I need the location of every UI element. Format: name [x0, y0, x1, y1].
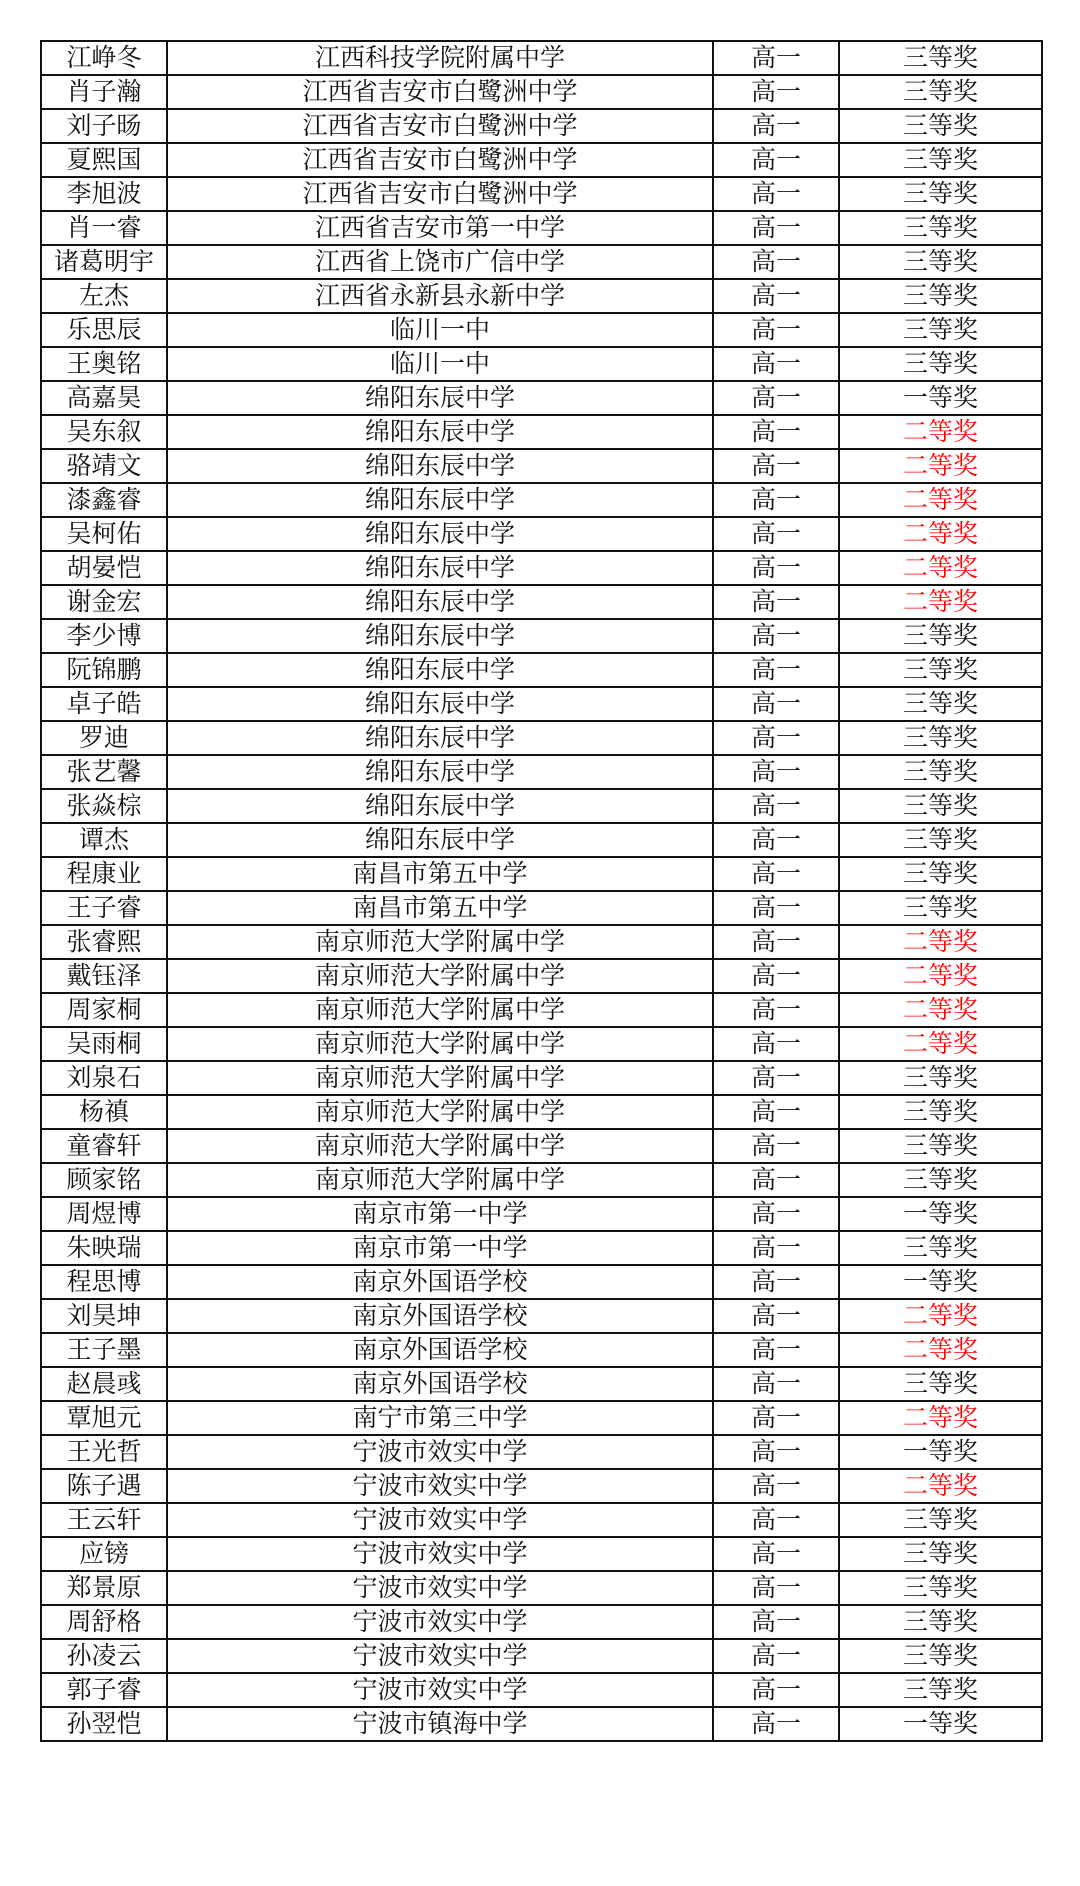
table-row — [41, 891, 1042, 925]
school-cell: 南京外国语学校 — [167, 1367, 713, 1401]
table-row — [41, 1163, 1042, 1197]
student-name-cell: 王奥铭 — [41, 347, 167, 381]
grade-cell: 高一 — [713, 1367, 839, 1401]
award-cell: 三等奖 — [839, 1061, 1042, 1095]
school-cell: 绵阳东辰中学 — [167, 619, 713, 653]
award-cell: 三等奖 — [839, 1503, 1042, 1537]
grade-cell: 高一 — [713, 483, 839, 517]
award-cell: 三等奖 — [839, 347, 1042, 381]
table-row — [41, 993, 1042, 1027]
student-name-cell: 王子睿 — [41, 891, 167, 925]
grade-cell: 高一 — [713, 1707, 839, 1741]
table-row — [41, 1571, 1042, 1605]
table-row — [41, 1469, 1042, 1503]
award-cell: 三等奖 — [839, 313, 1042, 347]
student-name-cell: 周家桐 — [41, 993, 167, 1027]
grade-cell: 高一 — [713, 925, 839, 959]
grade-cell: 高一 — [713, 1163, 839, 1197]
award-cell: 三等奖 — [839, 177, 1042, 211]
school-cell: 绵阳东辰中学 — [167, 755, 713, 789]
grade-cell: 高一 — [713, 1605, 839, 1639]
school-cell: 绵阳东辰中学 — [167, 551, 713, 585]
grade-cell: 高一 — [713, 891, 839, 925]
table-row — [41, 347, 1042, 381]
student-name-cell: 王云轩 — [41, 1503, 167, 1537]
award-cell: 三等奖 — [839, 687, 1042, 721]
award-cell: 三等奖 — [839, 279, 1042, 313]
student-name-cell: 程思博 — [41, 1265, 167, 1299]
award-cell: 三等奖 — [839, 1537, 1042, 1571]
grade-cell: 高一 — [713, 1129, 839, 1163]
award-cell: 二等奖 — [839, 959, 1042, 993]
table-row — [41, 1673, 1042, 1707]
school-cell: 南京师范大学附属中学 — [167, 925, 713, 959]
grade-cell: 高一 — [713, 1299, 839, 1333]
award-cell: 三等奖 — [839, 1605, 1042, 1639]
student-name-cell: 漆鑫睿 — [41, 483, 167, 517]
award-cell: 三等奖 — [839, 789, 1042, 823]
student-name-cell: 夏熙国 — [41, 143, 167, 177]
student-name-cell: 周煜博 — [41, 1197, 167, 1231]
school-cell: 南京师范大学附属中学 — [167, 1163, 713, 1197]
school-cell: 江西省吉安市白鹭洲中学 — [167, 177, 713, 211]
school-cell: 绵阳东辰中学 — [167, 517, 713, 551]
school-cell: 宁波市效实中学 — [167, 1571, 713, 1605]
award-cell: 二等奖 — [839, 551, 1042, 585]
student-name-cell: 高嘉昊 — [41, 381, 167, 415]
student-name-cell: 左杰 — [41, 279, 167, 313]
grade-cell: 高一 — [713, 517, 839, 551]
school-cell: 绵阳东辰中学 — [167, 687, 713, 721]
table-row — [41, 551, 1042, 585]
student-name-cell: 吴东叙 — [41, 415, 167, 449]
award-cell: 三等奖 — [839, 1163, 1042, 1197]
student-name-cell: 杨禛 — [41, 1095, 167, 1129]
school-cell: 宁波市镇海中学 — [167, 1707, 713, 1741]
student-name-cell: 覃旭元 — [41, 1401, 167, 1435]
school-cell: 绵阳东辰中学 — [167, 381, 713, 415]
table-row — [41, 1129, 1042, 1163]
table-row — [41, 857, 1042, 891]
grade-cell: 高一 — [713, 177, 839, 211]
grade-cell: 高一 — [713, 41, 839, 75]
school-cell: 江西科技学院附属中学 — [167, 41, 713, 75]
table-row — [41, 1231, 1042, 1265]
student-name-cell: 谭杰 — [41, 823, 167, 857]
school-cell: 宁波市效实中学 — [167, 1673, 713, 1707]
school-cell: 南京外国语学校 — [167, 1333, 713, 1367]
award-cell: 二等奖 — [839, 925, 1042, 959]
table-row — [41, 755, 1042, 789]
school-cell: 绵阳东辰中学 — [167, 483, 713, 517]
grade-cell: 高一 — [713, 449, 839, 483]
grade-cell: 高一 — [713, 1265, 839, 1299]
award-list-table — [40, 40, 1043, 1742]
grade-cell: 高一 — [713, 755, 839, 789]
grade-cell: 高一 — [713, 1231, 839, 1265]
student-name-cell: 李旭波 — [41, 177, 167, 211]
school-cell: 绵阳东辰中学 — [167, 823, 713, 857]
school-cell: 南昌市第五中学 — [167, 857, 713, 891]
table-row — [41, 415, 1042, 449]
table-row — [41, 449, 1042, 483]
student-name-cell: 郭子睿 — [41, 1673, 167, 1707]
award-cell: 三等奖 — [839, 755, 1042, 789]
school-cell: 宁波市效实中学 — [167, 1605, 713, 1639]
award-cell: 一等奖 — [839, 1197, 1042, 1231]
table-row — [41, 1435, 1042, 1469]
table-row — [41, 143, 1042, 177]
school-cell: 江西省吉安市白鹭洲中学 — [167, 143, 713, 177]
table-row — [41, 75, 1042, 109]
award-cell: 三等奖 — [839, 1367, 1042, 1401]
school-cell: 南京师范大学附属中学 — [167, 1129, 713, 1163]
table-row — [41, 925, 1042, 959]
student-name-cell: 吴柯佑 — [41, 517, 167, 551]
award-cell: 三等奖 — [839, 823, 1042, 857]
table-row — [41, 789, 1042, 823]
table-row — [41, 585, 1042, 619]
table-row — [41, 1503, 1042, 1537]
student-name-cell: 孙凌云 — [41, 1639, 167, 1673]
school-cell: 绵阳东辰中学 — [167, 415, 713, 449]
student-name-cell: 应镑 — [41, 1537, 167, 1571]
student-name-cell: 刘昊坤 — [41, 1299, 167, 1333]
award-cell: 三等奖 — [839, 891, 1042, 925]
award-cell: 二等奖 — [839, 1299, 1042, 1333]
award-cell: 二等奖 — [839, 517, 1042, 551]
award-cell: 三等奖 — [839, 41, 1042, 75]
grade-cell: 高一 — [713, 1401, 839, 1435]
award-cell: 三等奖 — [839, 857, 1042, 891]
table-row — [41, 381, 1042, 415]
table-row — [41, 823, 1042, 857]
grade-cell: 高一 — [713, 1503, 839, 1537]
school-cell: 宁波市效实中学 — [167, 1537, 713, 1571]
table-row — [41, 959, 1042, 993]
award-list-body — [41, 41, 1042, 1741]
grade-cell: 高一 — [713, 653, 839, 687]
award-cell: 三等奖 — [839, 1639, 1042, 1673]
student-name-cell: 肖子瀚 — [41, 75, 167, 109]
table-row — [41, 1265, 1042, 1299]
school-cell: 宁波市效实中学 — [167, 1503, 713, 1537]
table-row — [41, 1537, 1042, 1571]
table-row — [41, 483, 1042, 517]
student-name-cell: 张焱棕 — [41, 789, 167, 823]
grade-cell: 高一 — [713, 1435, 839, 1469]
student-name-cell: 周舒格 — [41, 1605, 167, 1639]
school-cell: 南宁市第三中学 — [167, 1401, 713, 1435]
school-cell: 绵阳东辰中学 — [167, 789, 713, 823]
award-cell: 三等奖 — [839, 1095, 1042, 1129]
grade-cell: 高一 — [713, 313, 839, 347]
award-cell: 三等奖 — [839, 1571, 1042, 1605]
grade-cell: 高一 — [713, 789, 839, 823]
grade-cell: 高一 — [713, 1639, 839, 1673]
grade-cell: 高一 — [713, 1469, 839, 1503]
grade-cell: 高一 — [713, 1537, 839, 1571]
award-cell: 三等奖 — [839, 143, 1042, 177]
table-row — [41, 1333, 1042, 1367]
student-name-cell: 肖一睿 — [41, 211, 167, 245]
award-cell: 三等奖 — [839, 653, 1042, 687]
table-row — [41, 1639, 1042, 1673]
student-name-cell: 卓子皓 — [41, 687, 167, 721]
grade-cell: 高一 — [713, 1571, 839, 1605]
table-row — [41, 177, 1042, 211]
school-cell: 南京师范大学附属中学 — [167, 1061, 713, 1095]
school-cell: 绵阳东辰中学 — [167, 585, 713, 619]
table-row — [41, 619, 1042, 653]
school-cell: 江西省吉安市白鹭洲中学 — [167, 109, 713, 143]
school-cell: 南京师范大学附属中学 — [167, 1095, 713, 1129]
award-cell: 二等奖 — [839, 993, 1042, 1027]
award-cell: 二等奖 — [839, 415, 1042, 449]
table-row — [41, 1027, 1042, 1061]
award-cell: 三等奖 — [839, 721, 1042, 755]
grade-cell: 高一 — [713, 551, 839, 585]
grade-cell: 高一 — [713, 347, 839, 381]
grade-cell: 高一 — [713, 1673, 839, 1707]
student-name-cell: 吴雨桐 — [41, 1027, 167, 1061]
table-row — [41, 1605, 1042, 1639]
award-cell: 三等奖 — [839, 245, 1042, 279]
school-cell: 江西省上饶市广信中学 — [167, 245, 713, 279]
grade-cell: 高一 — [713, 245, 839, 279]
award-cell: 三等奖 — [839, 109, 1042, 143]
school-cell: 南京外国语学校 — [167, 1299, 713, 1333]
student-name-cell: 童睿轩 — [41, 1129, 167, 1163]
student-name-cell: 谢金宏 — [41, 585, 167, 619]
award-cell: 二等奖 — [839, 1469, 1042, 1503]
student-name-cell: 张艺馨 — [41, 755, 167, 789]
school-cell: 临川一中 — [167, 313, 713, 347]
student-name-cell: 孙翌恺 — [41, 1707, 167, 1741]
table-row — [41, 653, 1042, 687]
grade-cell: 高一 — [713, 1197, 839, 1231]
table-row — [41, 1095, 1042, 1129]
grade-cell: 高一 — [713, 381, 839, 415]
school-cell: 临川一中 — [167, 347, 713, 381]
school-cell: 宁波市效实中学 — [167, 1435, 713, 1469]
school-cell: 江西省吉安市第一中学 — [167, 211, 713, 245]
grade-cell: 高一 — [713, 993, 839, 1027]
student-name-cell: 张睿熙 — [41, 925, 167, 959]
grade-cell: 高一 — [713, 1095, 839, 1129]
student-name-cell: 胡晏恺 — [41, 551, 167, 585]
grade-cell: 高一 — [713, 823, 839, 857]
school-cell: 绵阳东辰中学 — [167, 449, 713, 483]
grade-cell: 高一 — [713, 1027, 839, 1061]
award-cell: 三等奖 — [839, 1231, 1042, 1265]
school-cell: 南京师范大学附属中学 — [167, 1027, 713, 1061]
award-cell: 二等奖 — [839, 1333, 1042, 1367]
award-cell: 一等奖 — [839, 1265, 1042, 1299]
school-cell: 宁波市效实中学 — [167, 1639, 713, 1673]
table-row — [41, 687, 1042, 721]
award-cell: 二等奖 — [839, 585, 1042, 619]
grade-cell: 高一 — [713, 415, 839, 449]
award-cell: 三等奖 — [839, 1673, 1042, 1707]
school-cell: 江西省吉安市白鹭洲中学 — [167, 75, 713, 109]
table-row — [41, 245, 1042, 279]
grade-cell: 高一 — [713, 143, 839, 177]
grade-cell: 高一 — [713, 279, 839, 313]
grade-cell: 高一 — [713, 721, 839, 755]
school-cell: 江西省永新县永新中学 — [167, 279, 713, 313]
award-cell: 二等奖 — [839, 449, 1042, 483]
table-row — [41, 1367, 1042, 1401]
student-name-cell: 诸葛明宇 — [41, 245, 167, 279]
school-cell: 绵阳东辰中学 — [167, 653, 713, 687]
table-row — [41, 109, 1042, 143]
grade-cell: 高一 — [713, 585, 839, 619]
award-cell: 一等奖 — [839, 381, 1042, 415]
school-cell: 南昌市第五中学 — [167, 891, 713, 925]
student-name-cell: 刘泉石 — [41, 1061, 167, 1095]
school-cell: 宁波市效实中学 — [167, 1469, 713, 1503]
award-cell: 三等奖 — [839, 211, 1042, 245]
table-row — [41, 1707, 1042, 1741]
student-name-cell: 程康业 — [41, 857, 167, 891]
student-name-cell: 乐思辰 — [41, 313, 167, 347]
grade-cell: 高一 — [713, 75, 839, 109]
school-cell: 绵阳东辰中学 — [167, 721, 713, 755]
school-cell: 南京外国语学校 — [167, 1265, 713, 1299]
table-row — [41, 1401, 1042, 1435]
school-cell: 南京市第一中学 — [167, 1197, 713, 1231]
student-name-cell: 顾家铭 — [41, 1163, 167, 1197]
student-name-cell: 阮锦鹏 — [41, 653, 167, 687]
table-row — [41, 721, 1042, 755]
student-name-cell: 王子墨 — [41, 1333, 167, 1367]
award-cell: 一等奖 — [839, 1707, 1042, 1741]
table-row — [41, 279, 1042, 313]
student-name-cell: 刘子旸 — [41, 109, 167, 143]
school-cell: 南京市第一中学 — [167, 1231, 713, 1265]
grade-cell: 高一 — [713, 687, 839, 721]
table-row — [41, 1197, 1042, 1231]
student-name-cell: 陈子遇 — [41, 1469, 167, 1503]
student-name-cell: 朱映瑞 — [41, 1231, 167, 1265]
student-name-cell: 郑景原 — [41, 1571, 167, 1605]
table-row — [41, 313, 1042, 347]
school-cell: 南京师范大学附属中学 — [167, 993, 713, 1027]
award-cell: 二等奖 — [839, 1401, 1042, 1435]
grade-cell: 高一 — [713, 109, 839, 143]
award-cell: 二等奖 — [839, 483, 1042, 517]
school-cell: 南京师范大学附属中学 — [167, 959, 713, 993]
grade-cell: 高一 — [713, 211, 839, 245]
student-name-cell: 赵晨彧 — [41, 1367, 167, 1401]
student-name-cell: 王光哲 — [41, 1435, 167, 1469]
grade-cell: 高一 — [713, 1333, 839, 1367]
table-row — [41, 517, 1042, 551]
student-name-cell: 戴钰泽 — [41, 959, 167, 993]
award-cell: 三等奖 — [839, 1129, 1042, 1163]
student-name-cell: 江峥冬 — [41, 41, 167, 75]
student-name-cell: 李少博 — [41, 619, 167, 653]
award-cell: 一等奖 — [839, 1435, 1042, 1469]
award-cell: 三等奖 — [839, 75, 1042, 109]
table-row — [41, 1299, 1042, 1333]
award-cell: 二等奖 — [839, 1027, 1042, 1061]
student-name-cell: 骆靖文 — [41, 449, 167, 483]
grade-cell: 高一 — [713, 619, 839, 653]
table-row — [41, 1061, 1042, 1095]
table-row — [41, 211, 1042, 245]
grade-cell: 高一 — [713, 857, 839, 891]
award-cell: 三等奖 — [839, 619, 1042, 653]
grade-cell: 高一 — [713, 959, 839, 993]
table-row — [41, 41, 1042, 75]
student-name-cell: 罗迪 — [41, 721, 167, 755]
grade-cell: 高一 — [713, 1061, 839, 1095]
